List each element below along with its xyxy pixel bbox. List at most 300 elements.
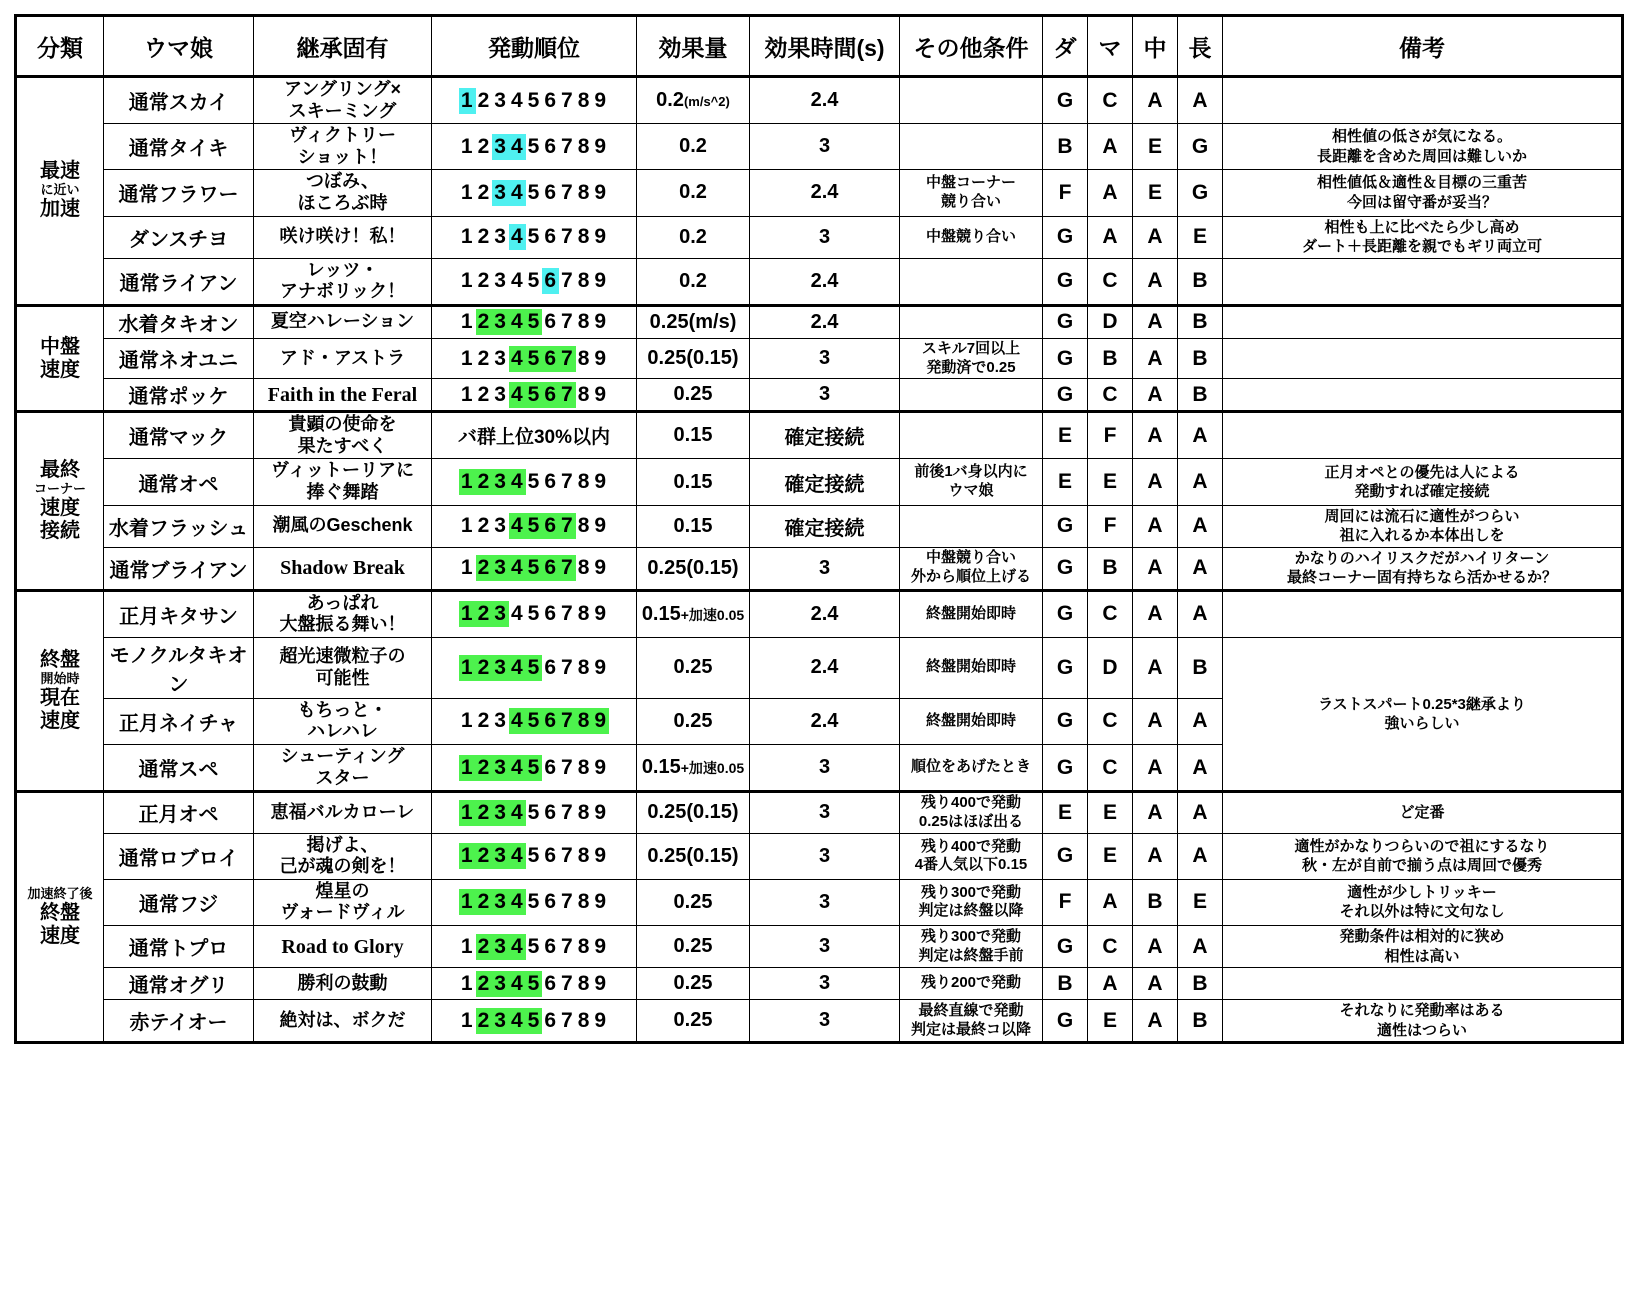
table-row (16, 124, 1623, 170)
aptitude-da: B (1043, 124, 1088, 170)
other-conditions: スキル7回以上 発動済で0.25 (900, 338, 1043, 379)
aptitude-da: E (1043, 792, 1088, 834)
inherited-skill: 潮風のGeschenk (254, 505, 432, 547)
inherited-skill: Shadow Break (254, 547, 432, 590)
aptitude-cho: A (1178, 459, 1223, 505)
aptitude-cho: B (1178, 338, 1223, 379)
effect-duration: 3 (750, 926, 900, 968)
aptitude-ma: E (1088, 792, 1133, 834)
other-conditions (900, 77, 1043, 124)
remarks: ど定番 (1223, 792, 1623, 834)
column-header-7: ダ (1043, 16, 1088, 77)
effect-duration: 3 (750, 547, 900, 590)
activation-order: 1 2 3 4 5 6 7 8 9 (460, 844, 608, 868)
inherited-skill: 掲げよ、 己が魂の剣を！ (254, 833, 432, 879)
effect-amount: 0.2 (637, 258, 750, 305)
aptitude-da: G (1043, 77, 1088, 124)
activation-order: 1 2 3 4 5 6 7 8 9 (460, 890, 608, 914)
aptitude-chu: A (1133, 698, 1178, 744)
aptitude-chu: E (1133, 124, 1178, 170)
aptitude-chu: A (1133, 547, 1178, 590)
effect-duration: 3 (750, 216, 900, 258)
effect-amount: 0.2 (637, 216, 750, 258)
remarks (1223, 338, 1623, 379)
remarks: かなりのハイリスクだがハイリターン 最終コーナー固有持ちなら活かせるか？ (1223, 547, 1623, 590)
other-conditions (900, 258, 1043, 305)
effect-amount: 0.25(0.15) (637, 547, 750, 590)
category-cell: 終盤 開始時 現在 速度 (16, 590, 104, 792)
effect-amount: 0.2 (637, 124, 750, 170)
table-row (16, 637, 1623, 698)
activation-order-cell (432, 124, 637, 170)
column-header-2: 継承固有 (254, 16, 432, 77)
other-conditions: 終盤開始即時 (900, 698, 1043, 744)
column-header-11: 備考 (1223, 16, 1623, 77)
table-row (16, 879, 1623, 925)
aptitude-da: G (1043, 547, 1088, 590)
aptitude-da: E (1043, 412, 1088, 459)
other-conditions (900, 412, 1043, 459)
aptitude-da: G (1043, 745, 1088, 792)
character-name: 通常ライアン (104, 258, 254, 305)
activation-order: 1 2 3 4 5 6 7 8 9 (460, 709, 608, 733)
aptitude-ma: B (1088, 338, 1133, 379)
character-name: 通常タイキ (104, 124, 254, 170)
activation-order-cell (432, 170, 637, 216)
activation-order-cell (432, 459, 637, 505)
aptitude-ma: A (1088, 968, 1133, 1000)
activation-order-cell (432, 926, 637, 968)
character-name: 通常スペ (104, 745, 254, 792)
character-name: 正月キタサン (104, 590, 254, 637)
aptitude-da: G (1043, 833, 1088, 879)
inherited-skill: シューティング スター (254, 745, 432, 792)
table-row (16, 792, 1623, 834)
aptitude-chu: A (1133, 77, 1178, 124)
aptitude-ma: F (1088, 412, 1133, 459)
aptitude-da: G (1043, 338, 1088, 379)
other-conditions: 残り200で発動 (900, 968, 1043, 1000)
effect-amount: 0.15+加速0.05 (637, 745, 750, 792)
aptitude-cho: A (1178, 926, 1223, 968)
activation-order: 1 2 3 4 5 6 7 8 9 (460, 225, 608, 249)
aptitude-chu: A (1133, 379, 1178, 412)
remarks (1223, 77, 1623, 124)
aptitude-da: G (1043, 637, 1088, 698)
aptitude-chu: A (1133, 745, 1178, 792)
aptitude-chu: A (1133, 1000, 1178, 1043)
aptitude-chu: A (1133, 792, 1178, 834)
remarks: 発動条件は相対的に狭め 相性は高い (1223, 926, 1623, 968)
activation-order: 1 2 3 4 5 6 7 8 9 (460, 382, 608, 406)
aptitude-ma: C (1088, 590, 1133, 637)
inherited-skill: ヴィットーリアに 捧ぐ舞踏 (254, 459, 432, 505)
column-header-5: 効果時間(s) (750, 16, 900, 77)
character-name: 通常フラワー (104, 170, 254, 216)
table-row (16, 833, 1623, 879)
aptitude-chu: A (1133, 833, 1178, 879)
aptitude-cho: A (1178, 792, 1223, 834)
aptitude-cho: E (1178, 216, 1223, 258)
activation-order: 1 2 3 4 5 6 7 8 9 (460, 180, 608, 204)
column-header-4: 効果量 (637, 16, 750, 77)
aptitude-ma: A (1088, 170, 1133, 216)
aptitude-ma: C (1088, 77, 1133, 124)
character-name: 通常ブライアン (104, 547, 254, 590)
activation-order: 1 2 3 4 5 6 7 8 9 (460, 800, 608, 824)
inherited-skill: Road to Glory (254, 926, 432, 968)
character-name: 通常フジ (104, 879, 254, 925)
aptitude-ma: F (1088, 505, 1133, 547)
effect-amount: 0.15+加速0.05 (637, 590, 750, 637)
aptitude-da: G (1043, 305, 1088, 338)
aptitude-cho: G (1178, 124, 1223, 170)
aptitude-cho: A (1178, 547, 1223, 590)
character-name: 通常オペ (104, 459, 254, 505)
inherited-skill: アド・アストラ (254, 338, 432, 379)
aptitude-da: B (1043, 968, 1088, 1000)
aptitude-da: G (1043, 379, 1088, 412)
aptitude-cho: A (1178, 833, 1223, 879)
aptitude-chu: E (1133, 170, 1178, 216)
table-row (16, 379, 1623, 412)
effect-amount: 0.15 (637, 459, 750, 505)
effect-duration: 3 (750, 379, 900, 412)
activation-order: 1 2 3 4 5 6 7 8 9 (460, 655, 608, 679)
table-row (16, 547, 1623, 590)
character-name: 通常ネオユニ (104, 338, 254, 379)
other-conditions (900, 305, 1043, 338)
column-header-3: 発動順位 (432, 16, 637, 77)
character-name: 通常マック (104, 412, 254, 459)
remarks: 適性が少しトリッキー それ以外は特に文句なし (1223, 879, 1623, 925)
effect-duration: 3 (750, 338, 900, 379)
activation-order-cell (432, 879, 637, 925)
aptitude-chu: A (1133, 216, 1178, 258)
other-conditions (900, 505, 1043, 547)
category-cell: 最速 に近い 加速 (16, 77, 104, 306)
activation-order: 1 2 3 4 5 6 7 8 9 (460, 1008, 608, 1032)
aptitude-ma: E (1088, 459, 1133, 505)
activation-order-cell (432, 505, 637, 547)
effect-duration: 2.4 (750, 170, 900, 216)
category-cell: 中盤 速度 (16, 305, 104, 412)
inherited-skill: アングリング× スキーミング (254, 77, 432, 124)
aptitude-chu: A (1133, 305, 1178, 338)
aptitude-ma: B (1088, 547, 1133, 590)
aptitude-chu: A (1133, 412, 1178, 459)
effect-duration: 確定接続 (750, 412, 900, 459)
inherited-skill: 恵福バルカローレ (254, 792, 432, 834)
remarks: 周回には流石に適性がつらい 祖に入れるか本体出しを (1223, 505, 1623, 547)
table-row (16, 1000, 1623, 1043)
remarks: 正月オペとの優先は人による 発動すれば確定接続 (1223, 459, 1623, 505)
aptitude-cho: A (1178, 698, 1223, 744)
character-name: 正月ネイチャ (104, 698, 254, 744)
aptitude-cho: B (1178, 968, 1223, 1000)
table-row (16, 338, 1623, 379)
column-header-8: マ (1088, 16, 1133, 77)
other-conditions: 中盤競り合い (900, 216, 1043, 258)
column-header-9: 中 (1133, 16, 1178, 77)
effect-amount: 0.25 (637, 637, 750, 698)
remarks (1223, 379, 1623, 412)
effect-amount: 0.25 (637, 968, 750, 1000)
activation-order: 1 2 3 4 5 6 7 8 9 (460, 310, 608, 334)
aptitude-da: G (1043, 590, 1088, 637)
effect-duration: 3 (750, 124, 900, 170)
effect-duration: 3 (750, 792, 900, 834)
aptitude-da: F (1043, 879, 1088, 925)
aptitude-chu: B (1133, 879, 1178, 925)
remarks: 適性がかなりつらいので祖にするなり 秋・左が自前で揃う点は周回で優秀 (1223, 833, 1623, 879)
inherited-skill: 超光速微粒子の 可能性 (254, 637, 432, 698)
remarks: 相性値の低さが気になる。 長距離を含めた周回は難しいか (1223, 124, 1623, 170)
inherited-skill: ヴィクトリー ショット！ (254, 124, 432, 170)
column-header-6: その他条件 (900, 16, 1043, 77)
activation-order: 1 2 3 4 5 6 7 8 9 (460, 514, 608, 538)
table-row (16, 968, 1623, 1000)
aptitude-chu: A (1133, 926, 1178, 968)
activation-order-cell: バ群上位30%以内 (432, 412, 637, 459)
aptitude-cho: E (1178, 879, 1223, 925)
aptitude-da: G (1043, 926, 1088, 968)
aptitude-cho: B (1178, 305, 1223, 338)
aptitude-ma: A (1088, 879, 1133, 925)
activation-order-cell (432, 379, 637, 412)
table-row (16, 77, 1623, 124)
effect-duration: 2.4 (750, 77, 900, 124)
activation-order: 1 2 3 4 5 6 7 8 9 (460, 602, 608, 626)
table-row (16, 305, 1623, 338)
effect-duration: 確定接続 (750, 505, 900, 547)
aptitude-cho: A (1178, 590, 1223, 637)
effect-duration: 3 (750, 745, 900, 792)
aptitude-chu: A (1133, 338, 1178, 379)
aptitude-chu: A (1133, 590, 1178, 637)
character-name: 通常トプロ (104, 926, 254, 968)
activation-order: 1 2 3 4 5 6 7 8 9 (460, 934, 608, 958)
table-row (16, 459, 1623, 505)
effect-amount: 0.15 (637, 505, 750, 547)
effect-duration: 確定接続 (750, 459, 900, 505)
table-row (16, 412, 1623, 459)
aptitude-da: G (1043, 258, 1088, 305)
effect-amount: 0.25 (637, 379, 750, 412)
aptitude-ma: A (1088, 216, 1133, 258)
activation-order-cell (432, 305, 637, 338)
character-name: モノクルタキオン (104, 637, 254, 698)
activation-order-cell (432, 77, 637, 124)
inherited-skill: レッツ・ アナボリック！ (254, 258, 432, 305)
effect-duration: 3 (750, 879, 900, 925)
activation-order-cell (432, 590, 637, 637)
remarks (1223, 968, 1623, 1000)
activation-order-cell (432, 547, 637, 590)
aptitude-da: G (1043, 216, 1088, 258)
aptitude-cho: B (1178, 258, 1223, 305)
table-body (16, 77, 1623, 1043)
effect-duration: 2.4 (750, 258, 900, 305)
effect-amount: 0.25(m/s) (637, 305, 750, 338)
inherited-skill: 夏空ハレーション (254, 305, 432, 338)
inherited-skill: 咲け咲け！私！ (254, 216, 432, 258)
activation-order: 1 2 3 4 5 6 7 8 9 (460, 346, 608, 370)
activation-order-cell (432, 338, 637, 379)
aptitude-chu: A (1133, 968, 1178, 1000)
other-conditions: 中盤競り合い 外から順位上げる (900, 547, 1043, 590)
category-cell: 最終 コーナー 速度 接続 (16, 412, 104, 590)
remarks: それなりに発動率はある 適性はつらい (1223, 1000, 1623, 1043)
character-name: 水着タキオン (104, 305, 254, 338)
other-conditions: 残り400で発動 4番人気以下0.15 (900, 833, 1043, 879)
table-row (16, 170, 1623, 216)
remarks (1223, 412, 1623, 459)
activation-order-cell (432, 637, 637, 698)
aptitude-chu: A (1133, 459, 1178, 505)
character-name: 通常ロブロイ (104, 833, 254, 879)
aptitude-ma: E (1088, 833, 1133, 879)
aptitude-da: G (1043, 505, 1088, 547)
column-header-0: 分類 (16, 16, 104, 77)
other-conditions (900, 124, 1043, 170)
inherited-skill: 絶対は、ボクだ (254, 1000, 432, 1043)
aptitude-ma: C (1088, 745, 1133, 792)
other-conditions: 残り300で発動 判定は終盤手前 (900, 926, 1043, 968)
table-row (16, 216, 1623, 258)
effect-amount: 0.25(0.15) (637, 338, 750, 379)
table-row (16, 505, 1623, 547)
activation-order-cell (432, 745, 637, 792)
aptitude-ma: D (1088, 637, 1133, 698)
activation-order: 1 2 3 4 5 6 7 8 9 (460, 134, 608, 158)
aptitude-ma: E (1088, 1000, 1133, 1043)
activation-order-cell (432, 792, 637, 834)
activation-order-cell (432, 833, 637, 879)
effect-duration: 3 (750, 968, 900, 1000)
other-conditions: 終盤開始即時 (900, 637, 1043, 698)
other-conditions: 終盤開始即時 (900, 590, 1043, 637)
other-conditions: 順位をあげたとき (900, 745, 1043, 792)
activation-order: 1 2 3 4 5 6 7 8 9 (460, 470, 608, 494)
table-header (16, 16, 1623, 77)
remarks (1223, 590, 1623, 637)
effect-duration: 2.4 (750, 590, 900, 637)
effect-amount: 0.25 (637, 926, 750, 968)
column-header-10: 長 (1178, 16, 1223, 77)
effect-duration: 2.4 (750, 305, 900, 338)
aptitude-cho: A (1178, 745, 1223, 792)
aptitude-ma: D (1088, 305, 1133, 338)
activation-order: 1 2 3 4 5 6 7 8 9 (460, 556, 608, 580)
effect-duration: 2.4 (750, 637, 900, 698)
activation-order: 1 2 3 4 5 6 7 8 9 (460, 755, 608, 779)
remarks: ラストスパート0.25*3継承より 強いらしい (1223, 637, 1623, 791)
aptitude-da: E (1043, 459, 1088, 505)
skill-table (14, 14, 1624, 1044)
character-name: 通常オグリ (104, 968, 254, 1000)
inherited-skill: 貴顕の使命を 果たすべく (254, 412, 432, 459)
aptitude-cho: A (1178, 77, 1223, 124)
inherited-skill: もちっと・ ハレハレ (254, 698, 432, 744)
inherited-skill: Faith in the Feral (254, 379, 432, 412)
remarks (1223, 258, 1623, 305)
activation-order-cell (432, 258, 637, 305)
effect-amount: 0.25(0.15) (637, 792, 750, 834)
aptitude-cho: B (1178, 1000, 1223, 1043)
header-row (16, 16, 1623, 77)
aptitude-ma: C (1088, 379, 1133, 412)
activation-order: 1 2 3 4 5 6 7 8 9 (460, 88, 608, 112)
aptitude-chu: A (1133, 505, 1178, 547)
activation-order: 1 2 3 4 5 6 7 8 9 (460, 971, 608, 995)
aptitude-ma: C (1088, 926, 1133, 968)
character-name: 水着フラッシュ (104, 505, 254, 547)
other-conditions (900, 379, 1043, 412)
character-name: 通常ポッケ (104, 379, 254, 412)
effect-amount: 0.25 (637, 879, 750, 925)
character-name: 赤テイオー (104, 1000, 254, 1043)
activation-order-cell (432, 1000, 637, 1043)
category-cell: 加速終了後 終盤 速度 (16, 792, 104, 1043)
aptitude-cho: B (1178, 379, 1223, 412)
character-name: ダンスチヨ (104, 216, 254, 258)
inherited-skill: 勝利の鼓動 (254, 968, 432, 1000)
effect-amount: 0.25 (637, 698, 750, 744)
other-conditions: 中盤コーナー 競り合い (900, 170, 1043, 216)
other-conditions: 前後1バ身以内に ウマ娘 (900, 459, 1043, 505)
character-name: 正月オペ (104, 792, 254, 834)
column-header-1: ウマ娘 (104, 16, 254, 77)
activation-order-cell (432, 698, 637, 744)
inherited-skill: つぼみ、 ほころぶ時 (254, 170, 432, 216)
other-conditions: 残り400で発動 0.25はほぼ出る (900, 792, 1043, 834)
aptitude-cho: A (1178, 505, 1223, 547)
remarks: 相性も上に比べたら少し高め ダート＋長距離を親でもギリ両立可 (1223, 216, 1623, 258)
table-row (16, 590, 1623, 637)
aptitude-chu: A (1133, 258, 1178, 305)
other-conditions: 残り300で発動 判定は終盤以降 (900, 879, 1043, 925)
effect-duration: 3 (750, 1000, 900, 1043)
other-conditions: 最終直線で発動 判定は最終コ以降 (900, 1000, 1043, 1043)
effect-amount: 0.2 (637, 170, 750, 216)
table-row (16, 926, 1623, 968)
effect-amount: 0.2(m/s^2) (637, 77, 750, 124)
aptitude-cho: A (1178, 412, 1223, 459)
aptitude-ma: C (1088, 698, 1133, 744)
table-row (16, 258, 1623, 305)
aptitude-cho: G (1178, 170, 1223, 216)
aptitude-da: F (1043, 170, 1088, 216)
activation-order-cell (432, 968, 637, 1000)
remarks: 相性値低＆適性＆目標の三重苦 今回は留守番が妥当？ (1223, 170, 1623, 216)
effect-duration: 2.4 (750, 698, 900, 744)
inherited-skill: 煌星の ヴォードヴィル (254, 879, 432, 925)
aptitude-da: G (1043, 698, 1088, 744)
effect-duration: 3 (750, 833, 900, 879)
aptitude-ma: C (1088, 258, 1133, 305)
effect-amount: 0.15 (637, 412, 750, 459)
effect-amount: 0.25 (637, 1000, 750, 1043)
effect-amount: 0.25(0.15) (637, 833, 750, 879)
activation-order: 1 2 3 4 5 6 7 8 9 (460, 269, 608, 293)
activation-order-cell (432, 216, 637, 258)
inherited-skill: あっぱれ 大盤振る舞い！ (254, 590, 432, 637)
aptitude-ma: A (1088, 124, 1133, 170)
aptitude-chu: A (1133, 637, 1178, 698)
aptitude-da: G (1043, 1000, 1088, 1043)
remarks (1223, 305, 1623, 338)
